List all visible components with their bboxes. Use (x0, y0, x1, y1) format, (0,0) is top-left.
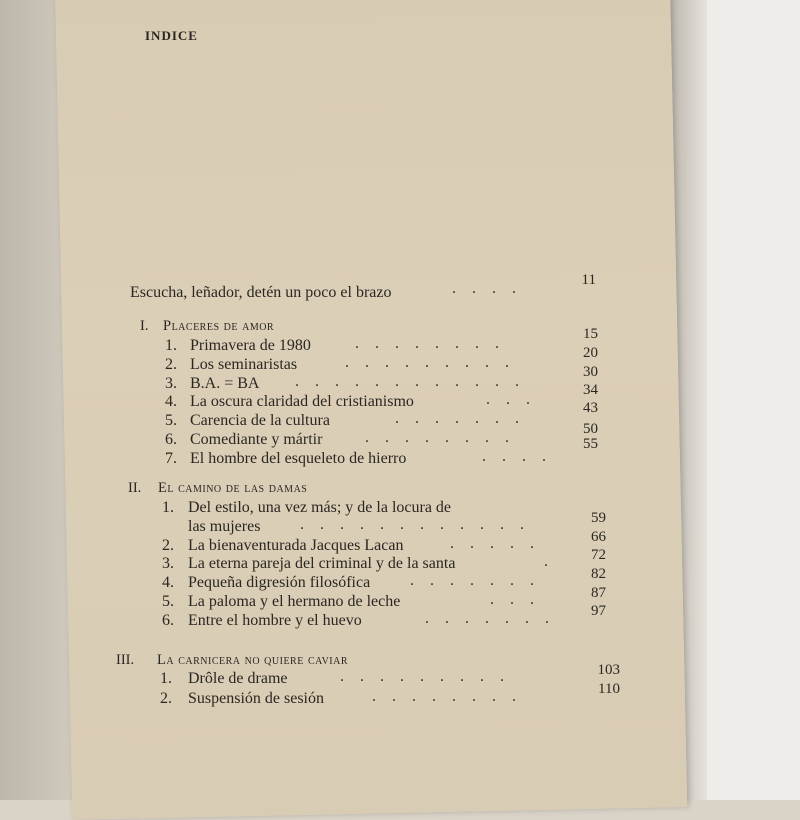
leader-dots: . . . . . . . . (355, 335, 505, 352)
entry-title: Entre el hombre y el huevo (188, 612, 362, 629)
entry-number: 6. (162, 612, 174, 629)
section-numeral: I. (140, 318, 149, 334)
section-numeral: II. (128, 480, 142, 496)
leader-dots: . . . . . . . . (365, 429, 515, 446)
entry-number: 7. (165, 450, 177, 467)
entry-page: 72 (591, 547, 606, 563)
leader-dots: . . . . . . . (425, 610, 555, 627)
entry-page: 30 (583, 364, 598, 380)
entry-number: 4. (162, 574, 174, 591)
leader-dots: . . . . . . . . . (345, 354, 515, 371)
entry-title: El hombre del esqueleto de hierro (190, 450, 407, 467)
section-title: La carnicera no quiere caviar (157, 652, 349, 668)
entry-number: 5. (165, 412, 177, 429)
leader-dots: . . . . (482, 448, 552, 465)
entry-page: 15 (583, 326, 598, 342)
entry-number: 6. (165, 431, 177, 448)
entry-title: Carencia de la cultura (190, 412, 330, 429)
entry-page: 97 (591, 603, 606, 619)
entry-title: Los seminaristas (190, 356, 298, 373)
entry-title: La bienaventurada Jacques Lacan (188, 537, 404, 554)
entry-page: 110 (598, 681, 620, 697)
entry-title: La paloma y el hermano de leche (188, 593, 401, 610)
entry-number: 2. (160, 690, 172, 707)
leader-dots: . . . . . . . . . (340, 668, 510, 685)
leader-dots: . (544, 553, 554, 570)
background-right (700, 0, 800, 800)
entry-number: 1. (165, 337, 177, 354)
intro-title: Escucha, leñador, detén un poco el brazo (130, 284, 392, 301)
entry-page: 59 (591, 510, 606, 526)
entry-title: Primavera de 1980 (190, 337, 311, 354)
entry-page: 43 (583, 400, 598, 416)
page-heading: INDICE (145, 28, 198, 43)
entry-title: B.A. = BA (190, 375, 260, 392)
leader-dots: . . . . . (450, 535, 540, 552)
leader-dots: . . . . . . . . . . . . (295, 373, 525, 390)
section-title: El camino de las damas (158, 480, 308, 496)
entry-number: 2. (162, 537, 174, 554)
entry-number: 3. (162, 555, 174, 572)
leader-dots: . . . (486, 391, 536, 408)
entry-page: 55 (583, 436, 598, 452)
leader-dots: . . . . . . . . (372, 688, 522, 705)
entry-title: Drôle de drame (188, 670, 288, 687)
entry-title-continued: las mujeres (188, 518, 261, 535)
entry-page: 87 (591, 585, 606, 601)
entry-number: 4. (165, 393, 177, 410)
section-numeral: III. (116, 652, 135, 668)
entry-number: 5. (162, 593, 174, 610)
entry-page: 50 (583, 421, 598, 437)
entry-title: Comediante y mártir (190, 431, 323, 448)
section-title: Placeres de amor (163, 318, 275, 334)
entry-title: Suspensión de sesión (188, 690, 324, 707)
entry-page: 66 (591, 529, 606, 545)
entry-number: 1. (162, 499, 174, 516)
leader-dots: . . . . . . . . . . . . (300, 516, 530, 533)
leader-dots: . . . . . . . (410, 572, 540, 589)
entry-title: La eterna pareja del criminal y de la santa (188, 555, 456, 572)
entry-title: Del estilo, una vez más; y de la locura de (188, 499, 452, 516)
entry-page: 82 (591, 566, 606, 582)
entry-page: 103 (597, 662, 620, 678)
entry-title: La oscura claridad del cristianismo (190, 393, 414, 410)
entry-number: 3. (165, 375, 177, 392)
intro-page: 11 (581, 272, 596, 288)
entry-number: 2. (165, 356, 177, 373)
entry-number: 1. (160, 670, 172, 687)
leader-dots: . . . . . . . (395, 410, 525, 427)
leader-dots: . . . (490, 591, 540, 608)
leader-dots: . . . . (452, 280, 522, 297)
entry-page: 20 (583, 345, 598, 361)
entry-title: Pequeña digresión filosófica (188, 574, 371, 591)
entry-page: 34 (583, 382, 598, 398)
